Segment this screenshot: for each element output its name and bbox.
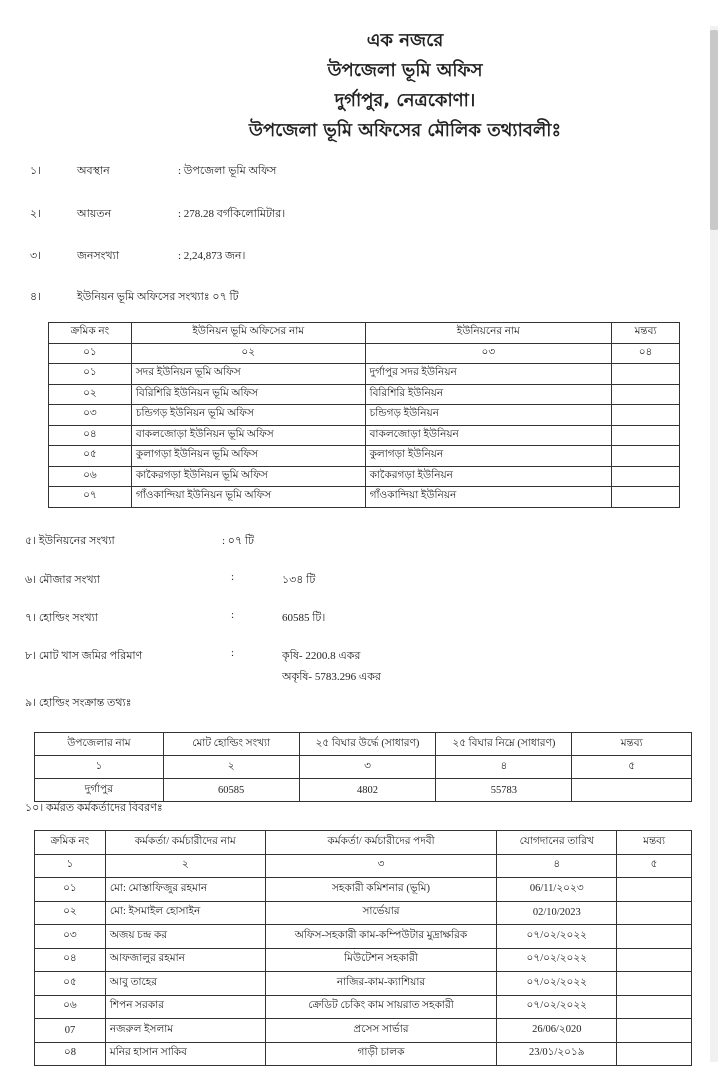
union-row	[49, 446, 680, 467]
table-cell: বাকলজোড়া ইউনিয়ন ভূমি অফিস	[131, 425, 365, 446]
column-header: ২৫ বিঘার নিম্নে (সাধারণ)	[436, 733, 572, 756]
table-cell: দুর্গাপুর	[35, 779, 164, 802]
column-index: ০১	[49, 343, 132, 364]
location-title: দুর্গাপুর, নেত্রকোণা।	[334, 90, 476, 111]
table-cell	[617, 925, 692, 949]
table-cell: ০৬	[49, 466, 132, 487]
table-cell: সার্ভেয়ার	[265, 901, 497, 925]
item-label: আয়তন	[77, 208, 112, 220]
table-cell: মো: ইসমাইল হোসাইন	[105, 901, 265, 925]
table-cell: গাঁওকান্দিয়া ইউনিয়ন	[365, 487, 612, 508]
table-cell	[572, 779, 692, 802]
union-row	[49, 384, 680, 405]
column-header: ২৫ বিঘার উর্দ্ধে (সাধারণ)	[299, 733, 436, 756]
column-header: ক্রমিক নং	[35, 831, 106, 855]
table-cell: ০৬	[35, 995, 106, 1019]
table-cell: বিরিশিরি ইউনিয়ন	[365, 384, 612, 405]
table-cell	[617, 995, 692, 1019]
item-number: ৪।	[30, 291, 42, 303]
column-index: ০৩	[365, 343, 612, 364]
item-number: ১।	[30, 165, 42, 177]
table-cell: গাড়ী চালক	[265, 1042, 497, 1066]
fact-label: ৭। হোল্ডিং সংখ্যা	[25, 612, 98, 624]
table-cell: ০২	[35, 901, 106, 925]
table-cell: ০৩	[35, 925, 106, 949]
staff-table	[34, 830, 692, 1066]
union-row	[49, 466, 680, 487]
column-header: মোট হোল্ডিং সংখ্যা	[163, 733, 299, 756]
section-title: উপজেলা ভূমি অফিসের মৌলিক তথ্যাবলীঃ	[248, 120, 562, 141]
table-cell: 07	[35, 1019, 106, 1043]
table-cell: কাকৈরগড়া ইউনিয়ন	[365, 466, 612, 487]
column-header: ইউনিয়নের নাম	[365, 323, 612, 344]
item-label: অবস্থান	[77, 165, 110, 177]
staff-row	[35, 1019, 692, 1043]
section-9-heading: ৯। হোল্ডিং সংক্রান্ত তথ্যঃ	[25, 697, 132, 709]
union-row	[49, 405, 680, 426]
staff-row	[35, 925, 692, 949]
column-header: উপজেলার নাম	[35, 733, 164, 756]
union-office-table	[48, 322, 680, 508]
table-cell: 23/0১/২০১৯	[497, 1042, 617, 1066]
table-cell: শিপন সরকার	[105, 995, 265, 1019]
table-cell: 02/10/2023	[497, 901, 617, 925]
table-cell: আবু তাহের	[105, 972, 265, 996]
column-index: ০২	[131, 343, 365, 364]
item-value: : 278.28 বর্গকিলোমিটার।	[178, 208, 286, 220]
table-cell: বাকলজোড়া ইউনিয়ন	[365, 425, 612, 446]
section-10-heading: ১০। কর্মরত কর্মকর্তাদের বিবরণঃ	[25, 802, 163, 814]
staff-row	[35, 948, 692, 972]
scrollbar-thumb[interactable]	[710, 30, 718, 230]
table-cell: সহকারী কমিশনার (ভূমি)	[265, 878, 497, 902]
table-cell: ০৩	[49, 405, 132, 426]
table-cell: ০৭/০২/২০২২	[497, 925, 617, 949]
item-number: ৩।	[30, 250, 42, 262]
table-cell	[617, 878, 692, 902]
table-cell: 60585	[163, 779, 299, 802]
table-cell: ক্রেডিট চেকিং কাম সায়রাত সহকারী	[265, 995, 497, 1019]
table-cell: ০৫	[35, 972, 106, 996]
table-cell: ০৭/০২/২০২২	[497, 972, 617, 996]
table-cell	[617, 972, 692, 996]
table-cell	[617, 901, 692, 925]
table-cell: দুর্গাপুর সদর ইউনিয়ন	[365, 364, 612, 385]
staff-row	[35, 972, 692, 996]
table-cell	[612, 487, 680, 508]
fact-value: : ০৭ টি	[222, 535, 255, 547]
table-cell: মনির হাসান সাকিব	[105, 1042, 265, 1066]
fact-colon: :	[231, 609, 235, 621]
column-header: ইউনিয়ন ভূমি অফিসের নাম	[131, 323, 365, 344]
union-row	[49, 425, 680, 446]
column-header: কর্মকর্তা/ কর্মচারীদের নাম	[105, 831, 265, 855]
table-cell: সদর ইউনিয়ন ভূমি অফিস	[131, 364, 365, 385]
table-cell: ০৪	[49, 425, 132, 446]
column-header: ক্রমিক নং	[49, 323, 132, 344]
table-cell: ০১	[49, 364, 132, 385]
table-cell: 55783	[436, 779, 572, 802]
table-cell: ০১	[35, 878, 106, 902]
table-cell: চন্ডিগড় ইউনিয়ন ভূমি অফিস	[131, 405, 365, 426]
table-cell: অজয় চন্দ্র কর	[105, 925, 265, 949]
table-cell	[617, 1019, 692, 1043]
fact-label: ৬। মৌজার সংখ্যা	[25, 574, 100, 586]
table-cell	[612, 384, 680, 405]
table-cell	[612, 425, 680, 446]
column-index: ১	[35, 756, 164, 779]
column-index: ৩	[299, 756, 436, 779]
column-header: মন্তব্য	[612, 323, 680, 344]
office-title: উপজেলা ভূমি অফিস	[327, 60, 483, 81]
doc-title: এক নজরে	[366, 30, 444, 51]
table-cell: অফিস-সহকারী কাম-কম্পিউটার মুদ্রাক্ষরিক	[265, 925, 497, 949]
fact-colon: :	[231, 647, 235, 659]
column-header: মন্তব্য	[617, 831, 692, 855]
item-label: ইউনিয়ন ভূমি অফিসের সংখ্যাঃ ০৭ টি	[77, 291, 239, 303]
union-row	[49, 487, 680, 508]
item-label: জনসংখ্যা	[77, 250, 120, 262]
table-cell: নাজির-কাম-ক্যাশিয়ার	[265, 972, 497, 996]
column-index: ২	[105, 854, 265, 878]
fact-label: ৮। মোট খাস জমির পরিমাণ	[25, 650, 143, 662]
column-index: ০৪	[612, 343, 680, 364]
fact-value-2: অকৃষি- 5783.296 একর	[282, 671, 381, 683]
table-cell: ০৭/০২/২০২২	[497, 948, 617, 972]
table-cell: মিউটেশন সহকারী	[265, 948, 497, 972]
table-cell: নজরুল ইসলাম	[105, 1019, 265, 1043]
table-cell: 06/11/২০২৩	[497, 878, 617, 902]
table-cell	[612, 446, 680, 467]
table-cell: প্রসেস সার্ভার	[265, 1019, 497, 1043]
staff-row	[35, 878, 692, 902]
fact-value: 60585 টি।	[282, 612, 326, 624]
table-cell: ০৪	[35, 948, 106, 972]
table-cell: বিরিশিরি ইউনিয়ন ভূমি অফিস	[131, 384, 365, 405]
column-index: ৪	[497, 854, 617, 878]
table-cell	[612, 466, 680, 487]
column-header: কর্মকর্তা/ কর্মচারীদের পদবী	[265, 831, 497, 855]
staff-row	[35, 901, 692, 925]
table-cell: ০8	[35, 1042, 106, 1066]
table-cell	[617, 948, 692, 972]
staff-row	[35, 995, 692, 1019]
fact-value: ১৩৪ টি	[282, 574, 316, 586]
table-cell: ০৭	[49, 487, 132, 508]
table-cell: কাকৈরগড়া ইউনিয়ন ভূমি অফিস	[131, 466, 365, 487]
table-cell	[612, 405, 680, 426]
column-header: যোগদানের তারিখ	[497, 831, 617, 855]
fact-value: কৃষি- 2200.8 একর	[282, 650, 361, 662]
union-row	[49, 364, 680, 385]
item-value: : উপজেলা ভূমি অফিস	[178, 165, 277, 177]
column-index: ২	[163, 756, 299, 779]
table-cell: 4802	[299, 779, 436, 802]
column-index: ৩	[265, 854, 497, 878]
column-index: ১	[35, 854, 106, 878]
table-cell: কুলাগড়া ইউনিয়ন	[365, 446, 612, 467]
table-cell: ০৭/০২/২০২২	[497, 995, 617, 1019]
table-cell: ০২	[49, 384, 132, 405]
fact-label: ৫। ইউনিয়নের সংখ্যা	[25, 535, 115, 547]
column-index: ৪	[436, 756, 572, 779]
column-header: মন্তব্য	[572, 733, 692, 756]
holding-table	[34, 732, 692, 802]
item-number: ২।	[30, 208, 42, 220]
table-cell: কুলাগড়া ইউনিয়ন ভূমি অফিস	[131, 446, 365, 467]
column-index: ৫	[617, 854, 692, 878]
table-cell: ০৫	[49, 446, 132, 467]
table-cell: মো: মোস্তাফিজুর রহমান	[105, 878, 265, 902]
fact-colon: :	[231, 571, 235, 583]
table-cell: গাঁওকান্দিয়া ইউনিয়ন ভূমি অফিস	[131, 487, 365, 508]
column-index: ৫	[572, 756, 692, 779]
table-cell	[612, 364, 680, 385]
table-cell: আফজালুর রহমান	[105, 948, 265, 972]
item-value: : 2,24,873 জন।	[178, 250, 246, 262]
table-cell: চন্ডিগড় ইউনিয়ন	[365, 405, 612, 426]
table-cell: 26/06/২020	[497, 1019, 617, 1043]
